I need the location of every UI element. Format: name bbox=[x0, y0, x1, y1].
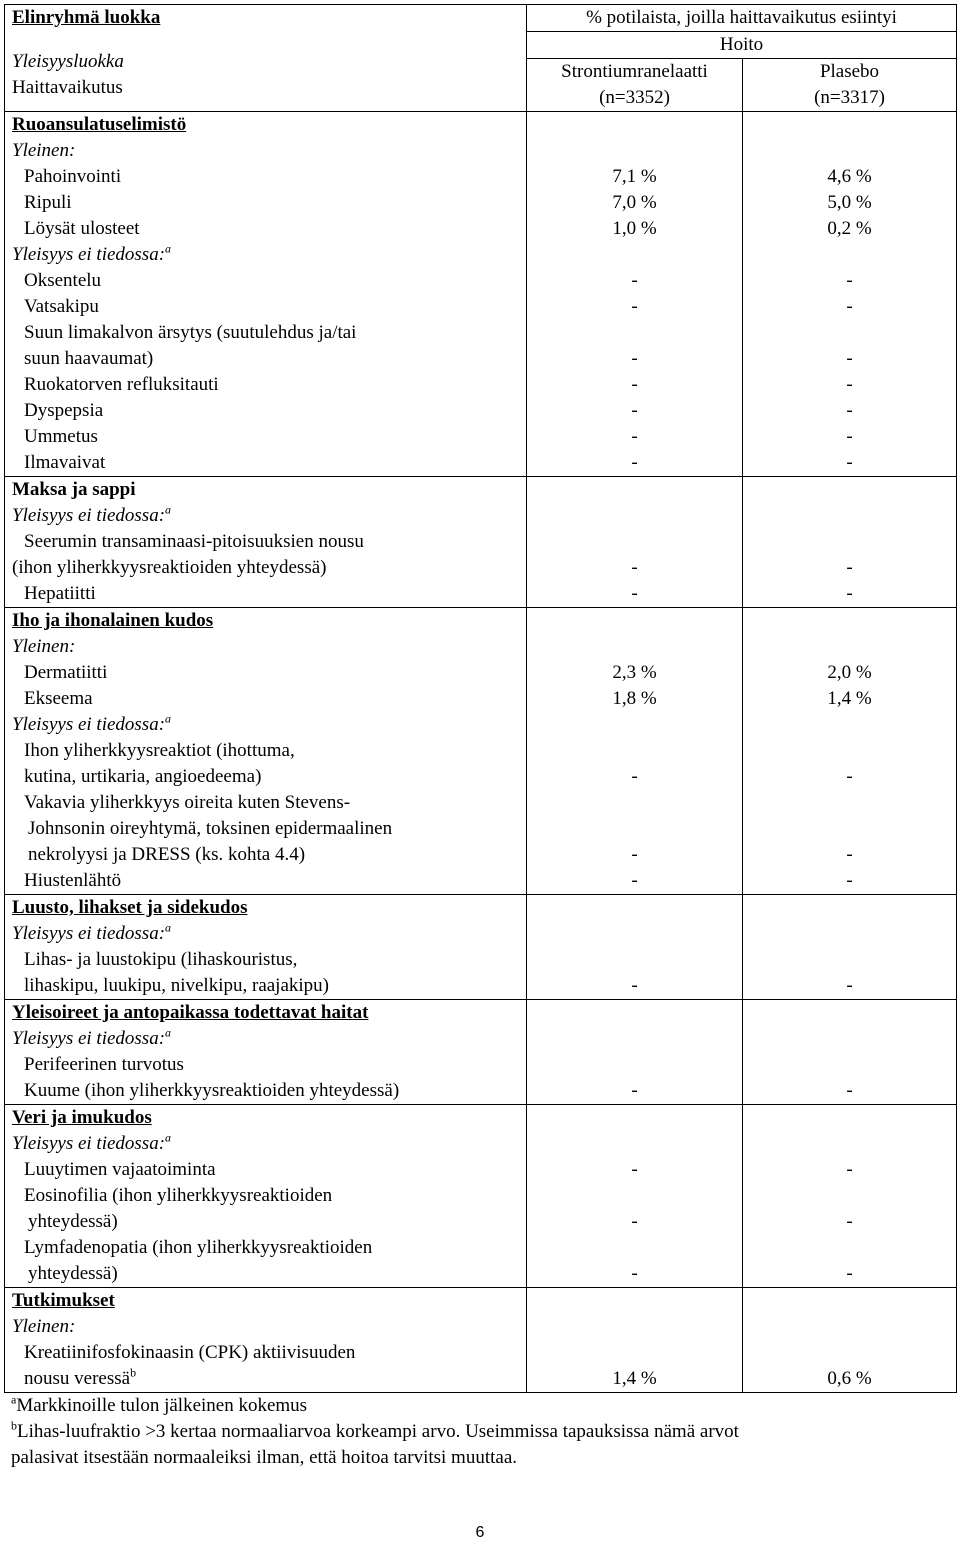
section-placebo-values-cell bbox=[743, 1288, 957, 1393]
frequency-label: Yleinen: bbox=[12, 636, 76, 657]
placebo-value: - bbox=[846, 583, 853, 604]
placebo-value: - bbox=[846, 557, 853, 578]
drug-value: - bbox=[631, 844, 638, 865]
drug-value: - bbox=[631, 1211, 638, 1232]
placebo-value: 4,6 % bbox=[827, 166, 872, 187]
drug-value bbox=[527, 921, 742, 947]
placebo-value bbox=[743, 634, 956, 660]
adverse-effect-label: Perifeerinen turvotus bbox=[24, 1054, 184, 1075]
drug-value bbox=[527, 1052, 742, 1078]
drug-value: - bbox=[631, 557, 638, 578]
drug-value: - bbox=[631, 1080, 638, 1101]
section-placebo-values-cell bbox=[743, 1105, 957, 1288]
adverse-effect-label: Ekseema bbox=[24, 688, 93, 709]
drug-value: - bbox=[631, 426, 638, 447]
drug-value: - bbox=[631, 296, 638, 317]
placebo-value: 0,6 % bbox=[827, 1368, 872, 1389]
frequency-label: Yleisyys ei tiedossa:$^a$ bbox=[12, 1025, 172, 1049]
drug-value bbox=[527, 1183, 742, 1209]
placebo-value: - bbox=[846, 374, 853, 395]
drug-value: - bbox=[631, 348, 638, 369]
drug-value bbox=[527, 1340, 742, 1366]
drug-value bbox=[527, 738, 742, 764]
frequency-label: Yleinen: bbox=[12, 1316, 76, 1337]
placebo-value: 0,2 % bbox=[827, 218, 872, 239]
section-title: Ruoansulatuselimistö bbox=[12, 114, 187, 135]
drug-value: 7,1 % bbox=[612, 166, 657, 187]
section-row bbox=[5, 1288, 957, 1393]
footnote-line: $^a$Markkinoille tulon jälkeinen kokemus bbox=[11, 1392, 308, 1416]
adverse-effect-label: Dyspepsia bbox=[24, 400, 104, 421]
section-labels-cell bbox=[5, 477, 527, 608]
drug-value: - bbox=[631, 374, 638, 395]
drug-value bbox=[527, 529, 742, 555]
drug-value bbox=[527, 1026, 742, 1052]
placebo-value bbox=[743, 242, 956, 268]
adverse-effect-label: Luuytimen vajaatoiminta bbox=[24, 1159, 216, 1180]
placebo-value: - bbox=[846, 870, 853, 891]
section-labels-cell bbox=[5, 608, 527, 895]
footnote-mark: a bbox=[165, 502, 172, 517]
header-organ-class-title: Elinryhmä luokka bbox=[12, 7, 161, 28]
drug-value bbox=[527, 816, 742, 842]
section-row bbox=[5, 112, 957, 477]
placebo-value bbox=[743, 1340, 956, 1366]
drug-value bbox=[527, 790, 742, 816]
header-drug-n: (n=3352) bbox=[599, 87, 670, 108]
section-labels-cell bbox=[5, 112, 527, 477]
footnote-mark: a bbox=[165, 1025, 172, 1040]
section-labels-cell bbox=[5, 1105, 527, 1288]
drug-value: - bbox=[631, 452, 638, 473]
adverse-effect-label: Vakavia yliherkkyys oireita kuten Stevens- bbox=[24, 792, 351, 813]
adverse-effect-label: kutina, urtikaria, angioedeema) bbox=[24, 766, 262, 787]
placebo-value bbox=[743, 1026, 956, 1052]
header-percent-title: % potilaista, joilla haittavaikutus esiintyi bbox=[586, 7, 897, 28]
footnotes bbox=[11, 1393, 951, 1471]
frequency-label: Yleisyys ei tiedossa:$^a$ bbox=[12, 711, 172, 735]
adverse-effect-label: nousu veressä$^b$ bbox=[24, 1365, 137, 1389]
adverse-effect-label: Kuume (ihon yliherkkyysreaktioiden yhteydessä) bbox=[24, 1080, 400, 1101]
drug-value: - bbox=[631, 870, 638, 891]
placebo-value bbox=[743, 947, 956, 973]
header-hoito: Hoito bbox=[719, 34, 764, 55]
placebo-value bbox=[743, 816, 956, 842]
adverse-effect-label: Hiustenlähtö bbox=[24, 870, 122, 891]
section-title: Iho ja ihonalainen kudos bbox=[12, 610, 214, 631]
footnote-mark: a bbox=[165, 1130, 172, 1145]
section-labels-cell bbox=[5, 1000, 527, 1105]
drug-value bbox=[527, 1131, 742, 1157]
frequency-label: Yleisyys ei tiedossa:$^a$ bbox=[12, 502, 172, 526]
header-adverse-effect: Haittavaikutus bbox=[12, 77, 123, 98]
drug-value bbox=[527, 242, 742, 268]
header-drug-name: Strontiumranelaatti bbox=[561, 61, 708, 82]
placebo-value bbox=[743, 1235, 956, 1261]
drug-value bbox=[527, 1314, 742, 1340]
placebo-value bbox=[743, 738, 956, 764]
adverse-effect-label: Ripuli bbox=[24, 192, 72, 213]
adverse-effect-label: Suun limakalvon ärsytys (suutulehdus ja/tai bbox=[24, 322, 357, 343]
section-labels-cell bbox=[5, 1288, 527, 1393]
drug-value: 1,0 % bbox=[612, 218, 657, 239]
adverse-effect-label: (ihon yliherkkyysreaktioiden yhteydessä) bbox=[12, 557, 327, 578]
header-row-1 bbox=[5, 5, 957, 32]
section-title: Tutkimukset bbox=[12, 1290, 115, 1311]
drug-value: 1,4 % bbox=[612, 1368, 657, 1389]
placebo-value: - bbox=[846, 452, 853, 473]
section-drug-values-cell bbox=[527, 112, 743, 477]
placebo-value: - bbox=[846, 844, 853, 865]
placebo-value bbox=[743, 138, 956, 164]
placebo-value: - bbox=[846, 426, 853, 447]
footnote-line: $^b$Lihas-luufraktio >3 kertaa normaaliarvoa korkeampi arvo. Useimmissa tapauksissa nämä arvot bbox=[11, 1418, 739, 1442]
footnote-mark: b bbox=[130, 1365, 137, 1380]
adverse-effect-label: Ihon yliherkkyysreaktiot (ihottuma, bbox=[24, 740, 295, 761]
adverse-effect-label: Löysät ulosteet bbox=[24, 218, 140, 239]
footnote-mark: a bbox=[11, 1392, 17, 1407]
header-drug-cell bbox=[527, 59, 743, 112]
section-row bbox=[5, 895, 957, 1000]
adverse-effect-label: Hepatiitti bbox=[24, 583, 96, 604]
adverse-effect-label: Eosinofilia (ihon yliherkkyysreaktioiden bbox=[24, 1185, 333, 1206]
placebo-value bbox=[743, 529, 956, 555]
placebo-value bbox=[743, 1131, 956, 1157]
adverse-effect-label: yhteydessä) bbox=[28, 1263, 118, 1284]
footnote-mark: a bbox=[165, 711, 172, 726]
header-placebo-cell bbox=[743, 59, 957, 112]
section-row bbox=[5, 608, 957, 895]
drug-value bbox=[527, 138, 742, 164]
placebo-value: - bbox=[846, 270, 853, 291]
drug-value: - bbox=[631, 1159, 638, 1180]
section-drug-values-cell bbox=[527, 477, 743, 608]
adverse-effect-label: Pahoinvointi bbox=[24, 166, 122, 187]
drug-value bbox=[527, 634, 742, 660]
placebo-value: - bbox=[846, 1159, 853, 1180]
drug-value: - bbox=[631, 400, 638, 421]
header-placebo-n: (n=3317) bbox=[814, 87, 885, 108]
header-percent-title-cell bbox=[527, 5, 957, 32]
placebo-value: - bbox=[846, 296, 853, 317]
adverse-effect-label: Ummetus bbox=[24, 426, 98, 447]
adverse-effect-label: Ilmavaivat bbox=[24, 452, 106, 473]
placebo-value bbox=[743, 921, 956, 947]
section-title: Yleisoireet ja antopaikassa todettavat haitat bbox=[12, 1002, 369, 1023]
drug-value: - bbox=[631, 975, 638, 996]
footnote-mark: a bbox=[165, 241, 172, 256]
placebo-value: - bbox=[846, 348, 853, 369]
frequency-label: Yleisyys ei tiedossa:$^a$ bbox=[12, 1130, 172, 1154]
placebo-value bbox=[743, 1052, 956, 1078]
frequency-label: Yleisyys ei tiedossa:$^a$ bbox=[12, 920, 172, 944]
adverse-effect-label: Seerumin transaminaasi-pitoisuuksien nousu bbox=[24, 531, 364, 552]
adverse-effect-label: Lihas- ja luustokipu (lihaskouristus, bbox=[24, 949, 298, 970]
drug-value bbox=[527, 712, 742, 738]
section-drug-values-cell bbox=[527, 895, 743, 1000]
header-placebo-name: Plasebo bbox=[819, 61, 880, 82]
placebo-value bbox=[743, 790, 956, 816]
drug-value: 2,3 % bbox=[612, 662, 657, 683]
adverse-effect-label: lihaskipu, luukipu, nivelkipu, raajakipu) bbox=[24, 975, 330, 996]
page-number: 6 bbox=[475, 1524, 485, 1541]
drug-value: - bbox=[631, 766, 638, 787]
adverse-effect-label: nekrolyysi ja DRESS (ks. kohta 4.4) bbox=[28, 844, 306, 865]
adverse-effect-label: Ruokatorven refluksitauti bbox=[24, 374, 219, 395]
placebo-value: 5,0 % bbox=[827, 192, 872, 213]
section-drug-values-cell bbox=[527, 1000, 743, 1105]
placebo-value bbox=[743, 712, 956, 738]
drug-value bbox=[527, 947, 742, 973]
header-frequency-class: Yleisyysluokka bbox=[12, 51, 124, 72]
section-title: Veri ja imukudos bbox=[12, 1107, 152, 1128]
placebo-value bbox=[743, 1314, 956, 1340]
adverse-effect-label: Oksentelu bbox=[24, 270, 102, 291]
drug-value bbox=[527, 1235, 742, 1261]
adverse-effect-label: Vatsakipu bbox=[24, 296, 99, 317]
footnote-mark: a bbox=[165, 920, 172, 935]
header-hoito-cell bbox=[527, 32, 957, 59]
header-col1-cell bbox=[5, 5, 527, 112]
placebo-value: 2,0 % bbox=[827, 662, 872, 683]
adverse-effects-table bbox=[4, 4, 957, 1393]
footnote-line: palasivat itsestään normaaleiksi ilman, että hoitoa tarvitsi muuttaa. bbox=[11, 1447, 517, 1468]
section-placebo-values-cell bbox=[743, 1000, 957, 1105]
drug-value: 7,0 % bbox=[612, 192, 657, 213]
adverse-effect-label: Lymfadenopatia (ihon yliherkkyysreaktioiden bbox=[24, 1237, 373, 1258]
drug-value bbox=[527, 503, 742, 529]
section-placebo-values-cell bbox=[743, 112, 957, 477]
section-placebo-values-cell bbox=[743, 477, 957, 608]
placebo-value: - bbox=[846, 766, 853, 787]
drug-value: - bbox=[631, 270, 638, 291]
adverse-effect-label: Johnsonin oireyhtymä, toksinen epidermaalinen bbox=[28, 818, 393, 839]
footnote-mark: b bbox=[11, 1418, 17, 1433]
drug-value: - bbox=[631, 583, 638, 604]
adverse-effect-label: yhteydessä) bbox=[28, 1211, 118, 1232]
section-drug-values-cell bbox=[527, 608, 743, 895]
adverse-effect-label: Kreatiinifosfokinaasin (CPK) aktiivisuuden bbox=[24, 1342, 356, 1363]
section-drug-values-cell bbox=[527, 1288, 743, 1393]
placebo-value: - bbox=[846, 1080, 853, 1101]
placebo-value: - bbox=[846, 1263, 853, 1284]
frequency-label: Yleinen: bbox=[12, 140, 76, 161]
placebo-value: - bbox=[846, 400, 853, 421]
section-row bbox=[5, 477, 957, 608]
placebo-value bbox=[743, 503, 956, 529]
section-row bbox=[5, 1000, 957, 1105]
section-labels-cell bbox=[5, 895, 527, 1000]
frequency-label: Yleisyys ei tiedossa:$^a$ bbox=[12, 241, 172, 265]
placebo-value: - bbox=[846, 1211, 853, 1232]
section-title: Luusto, lihakset ja sidekudos bbox=[12, 897, 248, 918]
placebo-value bbox=[743, 320, 956, 346]
section-title: Maksa ja sappi bbox=[12, 479, 136, 500]
placebo-value: 1,4 % bbox=[827, 688, 872, 709]
adverse-effect-label: suun haavaumat) bbox=[24, 348, 154, 369]
drug-value bbox=[527, 320, 742, 346]
section-drug-values-cell bbox=[527, 1105, 743, 1288]
drug-value: 1,8 % bbox=[612, 688, 657, 709]
section-placebo-values-cell bbox=[743, 608, 957, 895]
placebo-value bbox=[743, 1183, 956, 1209]
section-placebo-values-cell bbox=[743, 895, 957, 1000]
placebo-value: - bbox=[846, 975, 853, 996]
adverse-effect-label: Dermatiitti bbox=[24, 662, 108, 683]
drug-value: - bbox=[631, 1263, 638, 1284]
section-row bbox=[5, 1105, 957, 1288]
